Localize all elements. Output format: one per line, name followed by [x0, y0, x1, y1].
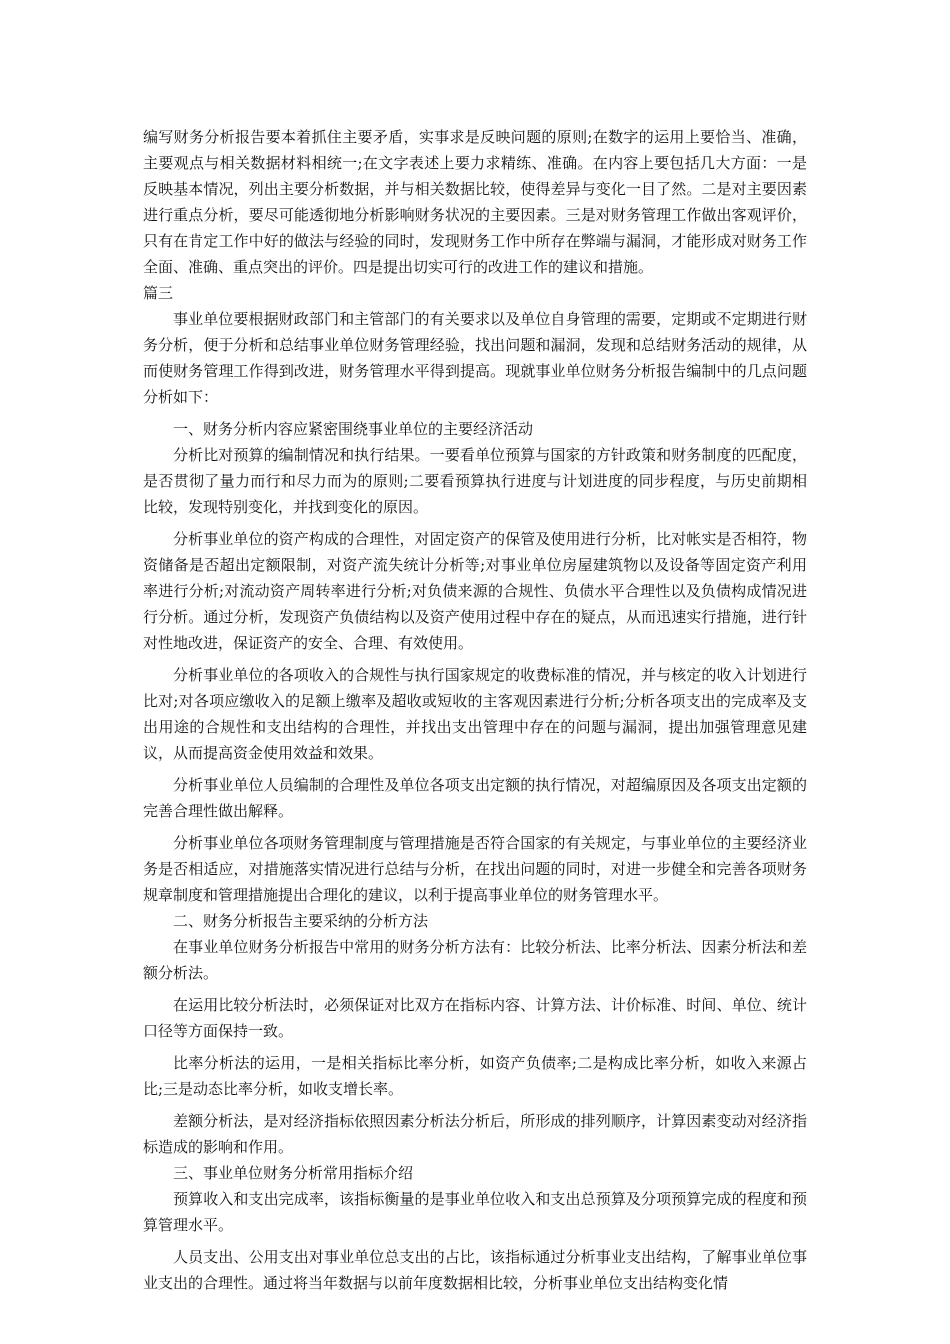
paragraph-ratio-method: 比率分析法的运用，一是相关指标比率分析，如资产负债率;二是构成比率分析，如收入来源占比;三是动态比率分析，如收支增长率。: [143, 1054, 807, 1098]
paragraph-asset-analysis: 分析事业单位的资产构成的合理性，对固定资产的保管及使用进行分析，比对帐实是否相符，物资储备是否超出定额限制，对资产流失统计分析等;对事业单位房屋建筑物以及设备等固定资产利用率进行分析;对流动资产周转率进行分析;对负债来源的合规性、负债水平合理性以及负债构成情况进行分析。通过分析，发现资产负债结构以及资产使用过程中存在的疑点，从而迅速实行措施，进行针对性地改进，保证资产的安全、合理、有效使用。: [143, 530, 807, 652]
paragraph-intro: 事业单位要根据财政部门和主管部门的有关要求以及单位自身管理的需要，定期或不定期进行财务分析，便于分析和总结事业单位财务管理经验，找出问题和漏洞，发现和总结财务活动的规律，从而使财务管理工作得到改进，财务管理水平得到提高。现就事业单位财务分析报告编制中的几点问题分析如下：: [143, 310, 807, 406]
heading-section-two: 二、财务分析报告主要采纳的分析方法: [173, 912, 429, 930]
paragraph-expenditure-share: 人员支出、公用支出对事业单位总支出的占比，该指标通过分析事业支出结构，了解事业单位事业支出的合理性。通过将当年数据与以前年度数据相比较，分析事业单位支出结构变化情: [143, 1248, 807, 1292]
heading-section-three: 三、事业单位财务分析常用指标介绍: [173, 1164, 414, 1182]
paragraph-methods-overview: 在事业单位财务分析报告中常用的财务分析方法有：比较分析法、比率分析法、因素分析法和差额分析法。: [143, 938, 807, 982]
paragraph-budget-analysis: 分析比对预算的编制情况和执行结果。一要看单位预算与国家的方针政策和财务制度的匹配度，是否贯彻了量力而行和尽力而为的原则;二要看预算执行进度与计划进度的同步程度，与历史前期相比较，发现特别变化，并找到变化的原因。: [143, 446, 807, 516]
paragraph-difference-method: 差额分析法，是对经济指标依照因素分析法分析后，所形成的排列顺序，计算因素变动对经济指标造成的影响和作用。: [143, 1112, 807, 1156]
section-label-part-three: 篇三: [143, 284, 174, 302]
paragraph-report-principles: 编写财务分析报告要本着抓住主要矛盾，实事求是反映问题的原则;在数字的运用上要恰当、准确，主要观点与相关数据材料相统一;在文字表述上要力求精练、准确。在内容上要包括几大方面：一是反映基本情况，列出主要分析数据，并与相关数据比较，使得差异与变化一目了然。二是对主要因素进行重点分析，要尽可能透彻地分析影响财务状况的主要因素。三是对财务管理工作做出客观评价，只有在肯定工作中好的做法与经验的同时，发现财务工作中所存在弊端与漏洞，才能形成对财务工作全面、准确、重点突出的评价。四是提出切实可行的改进工作的建议和措施。: [143, 128, 807, 276]
paragraph-comparative-method: 在运用比较分析法时，必须保证对比双方在指标内容、计算方法、计价标准、时间、单位、统计口径等方面保持一致。: [143, 996, 807, 1040]
paragraph-management-analysis: 分析事业单位各项财务管理制度与管理措施是否符合国家的有关规定，与事业单位的主要经济业务是否相适应，对措施落实情况进行总结与分析，在找出问题的同时，对进一步健全和完善各项财务规章制度和管理措施提出合理化的建议，以利于提高事业单位的财务管理水平。: [143, 834, 807, 904]
document-body: [143, 124, 807, 1296]
paragraph-budget-completion-rate: 预算收入和支出完成率，该指标衡量的是事业单位收入和支出总预算及分项预算完成的程度和预算管理水平。: [143, 1190, 807, 1234]
paragraph-income-analysis: 分析事业单位的各项收入的合规性与执行国家规定的收费标准的情况，并与核定的收入计划进行比对;对各项应缴收入的足额上缴率及超收或短收的主客观因素进行分析;分析各项支出的完成率及支出用途的合规性和支出结构的合理性，并找出支出管理中存在的问题与漏洞，提出加强管理意见建议，从而提高资金使用效益和效果。: [143, 666, 807, 762]
heading-section-one: 一、财务分析内容应紧密围绕事业单位的主要经济活动: [173, 420, 534, 438]
paragraph-staffing-analysis: 分析事业单位人员编制的合理性及单位各项支出定额的执行情况，对超编原因及各项支出定额的完善合理性做出解释。: [143, 776, 807, 820]
